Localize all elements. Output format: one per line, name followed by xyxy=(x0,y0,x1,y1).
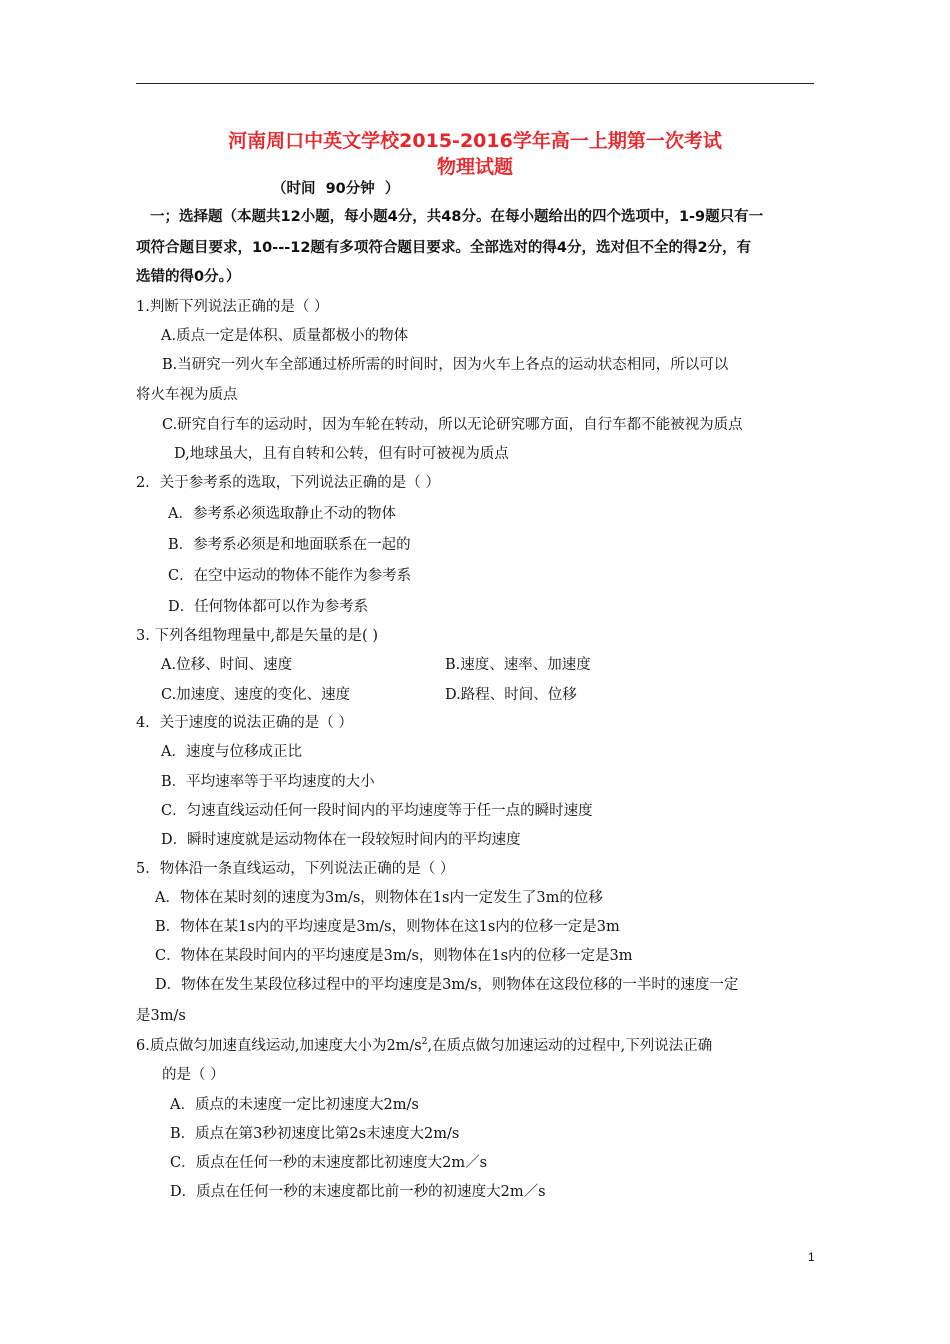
q2-option-d: D．任何物体都可以作为参考系 xyxy=(168,599,369,615)
q5-option-d-cont: 是3m/s xyxy=(136,1008,186,1024)
q1-option-b: B.当研究一列火车全部通过桥所需的时间时，因为火车上各点的运动状态相同，所以可以 xyxy=(162,357,729,373)
q1-stem: 1.判断下列说法正确的是（ ） xyxy=(136,299,329,315)
q4-option-c: C．匀速直线运动任何一段时间内的平均速度等于任一点的瞬时速度 xyxy=(161,803,593,819)
time-note: （时间 90分钟 ） xyxy=(272,181,400,197)
q6-option-d: D．质点在任何一秒的末速度都比前一秒的初速度大2m／s xyxy=(170,1184,546,1200)
header-rule xyxy=(136,83,814,84)
section-instructions-line1: 一；选择题（本题共12小题，每小题4分，共48分。在每小题给出的四个选项中，1-9题只有一 xyxy=(150,209,764,225)
page-number: 1 xyxy=(808,1250,815,1264)
q6-stem-part2: ,在质点做匀加速运动的过程中,下列说法正确 xyxy=(427,1037,713,1054)
q6-option-c: C．质点在任何一秒的末速度都比初速度大2m／s xyxy=(170,1155,488,1171)
q3-stem: 3. 下列各组物理量中,都是矢量的是( ) xyxy=(136,628,378,644)
q4-option-a: A．速度与位移成正比 xyxy=(161,744,302,760)
q5-option-c: C．物体在某段时间内的平均速度是3m/s，则物体在1s内的位移一定是3m xyxy=(155,948,633,964)
q3-option-b: B.速度、速率、加速度 xyxy=(445,657,591,673)
q6-stem-cont: 的是（ ） xyxy=(162,1067,225,1083)
q5-option-a: A．物体在某时刻的速度为3m/s，则物体在1s内一定发生了3m的位移 xyxy=(155,890,603,906)
q2-option-b: B．参考系必须是和地面联系在一起的 xyxy=(168,537,411,553)
q4-option-d: D．瞬时速度就是运动物体在一段较短时间内的平均速度 xyxy=(161,832,521,848)
section-instructions-line3: 选错的得0分。） xyxy=(136,269,241,285)
q3-option-c: C.加速度、速度的变化、速度 xyxy=(161,687,351,703)
q6-option-a: A．质点的未速度一定比初速度大2m/s xyxy=(170,1097,419,1113)
q6-stem-superscript: 2 xyxy=(421,1037,428,1047)
q3-option-a: A.位移、时间、速度 xyxy=(161,657,293,673)
q6-stem xyxy=(136,1038,712,1053)
q2-option-c: C．在空中运动的物体不能作为参考系 xyxy=(168,568,412,584)
q3-option-d: D.路程、时间、位移 xyxy=(445,687,577,703)
q5-option-d: D．物体在发生某段位移过程中的平均速度是3m/s，则物体在这段位移的一半时的速度一定 xyxy=(155,977,739,993)
exam-subject: 物理试题 xyxy=(436,156,513,178)
q5-stem: 5．物体沿一条直线运动，下列说法正确的是（ ） xyxy=(136,861,455,877)
q2-option-a: A．参考系必须选取静止不动的物体 xyxy=(168,506,396,522)
q1-option-d: D,地球虽大，且有自转和公转，但有时可被视为质点 xyxy=(174,446,509,462)
q1-option-b-cont: 将火车视为质点 xyxy=(136,387,238,403)
q1-option-a: A.质点一定是体积、质量都极小的物体 xyxy=(161,328,409,344)
q5-option-b: B．物体在某1s内的平均速度是3m/s，则物体在这1s内的位移一定是3m xyxy=(155,919,620,935)
q4-option-b: B．平均速率等于平均速度的大小 xyxy=(161,774,375,790)
q1-option-c: C.研究自行车的运动时，因为车轮在转动，所以无论研究哪方面，自行车都不能被视为质点 xyxy=(162,417,743,433)
exam-title: 河南周口中英文学校2015-2016学年高一上期第一次考试 xyxy=(228,130,722,152)
q4-stem: 4．关于速度的说法正确的是（ ） xyxy=(136,715,353,731)
q6-stem-part1: 6.质点做匀加速直线运动,加速度大小为2m/s xyxy=(136,1037,422,1054)
q6-option-b: B．质点在第3秒初速度比第2s末速度大2m/s xyxy=(170,1126,460,1142)
section-instructions-line2: 项符合题目要求，10---12题有多项符合题目要求。全部选对的得4分，选对但不全的得2分，有 xyxy=(136,240,752,256)
q2-stem: 2．关于参考系的选取，下列说法正确的是（ ） xyxy=(136,475,440,491)
